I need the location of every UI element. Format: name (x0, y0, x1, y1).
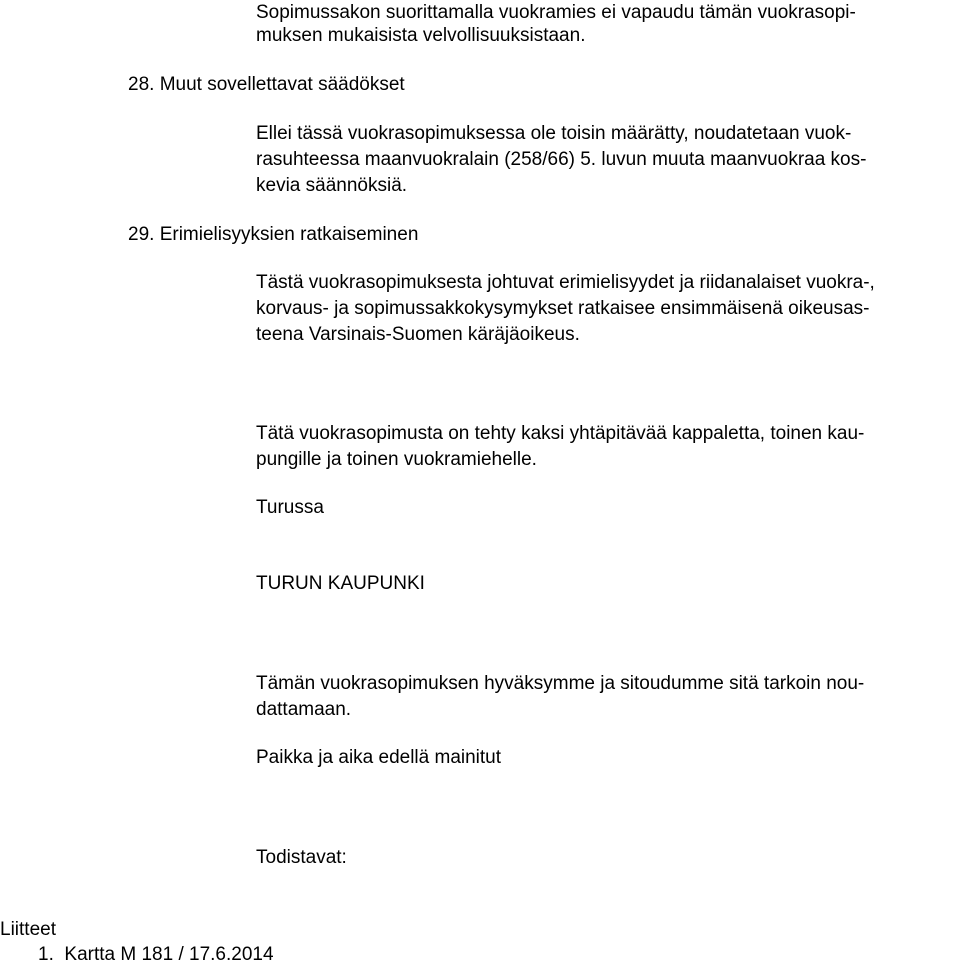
intro-line-1: Sopimussakon suorittamalla vuokramies ei vapaudu tämän vuokrasopi- (256, 2, 856, 23)
copies-line-1: Tätä vuokrasopimusta on tehty kaksi yhtäpitävää kappaletta, toinen kau- (256, 423, 865, 444)
acceptance-line-2: dattamaan. (256, 699, 352, 720)
party-name: TURUN KAUPUNKI (256, 573, 425, 594)
section-29-line-2: korvaus- ja sopimussakkokysymykset ratkaisee ensimmäisenä oikeusas- (256, 298, 870, 319)
place-text: Turussa (256, 497, 324, 518)
section-28-line-3: kevia säännöksiä. (256, 175, 408, 196)
copies-line-2: pungille ja toinen vuokramiehelle. (256, 449, 537, 470)
section-29-heading: 29. Erimielisyyksien ratkaiseminen (128, 224, 419, 245)
intro-line-2: muksen mukaisista velvollisuuksistaan. (256, 25, 586, 46)
attachments-title: Liitteet (0, 919, 56, 940)
section-28-line-1: Ellei tässä vuokrasopimuksessa ole toisin määrätty, noudatetaan vuok- (256, 123, 852, 144)
section-28-heading: 28. Muut sovellettavat säädökset (128, 74, 405, 95)
witnesses-label: Todistavat: (256, 847, 347, 868)
section-29-line-3: teena Varsinais-Suomen käräjäoikeus. (256, 324, 580, 345)
acceptance-line-1: Tämän vuokrasopimuksen hyväksymme ja sitoudumme sitä tarkoin nou- (256, 673, 865, 694)
attachment-item-1: 1. Kartta M 181 / 17.6.2014 (38, 944, 274, 965)
place-time-text: Paikka ja aika edellä mainitut (256, 747, 502, 768)
section-29-line-1: Tästä vuokrasopimuksesta johtuvat erimielisyydet ja riidanalaiset vuokra-, (256, 272, 875, 293)
section-28-line-2: rasuhteessa maanvuokralain (258/66) 5. luvun muuta maanvuokraa kos- (256, 149, 867, 170)
